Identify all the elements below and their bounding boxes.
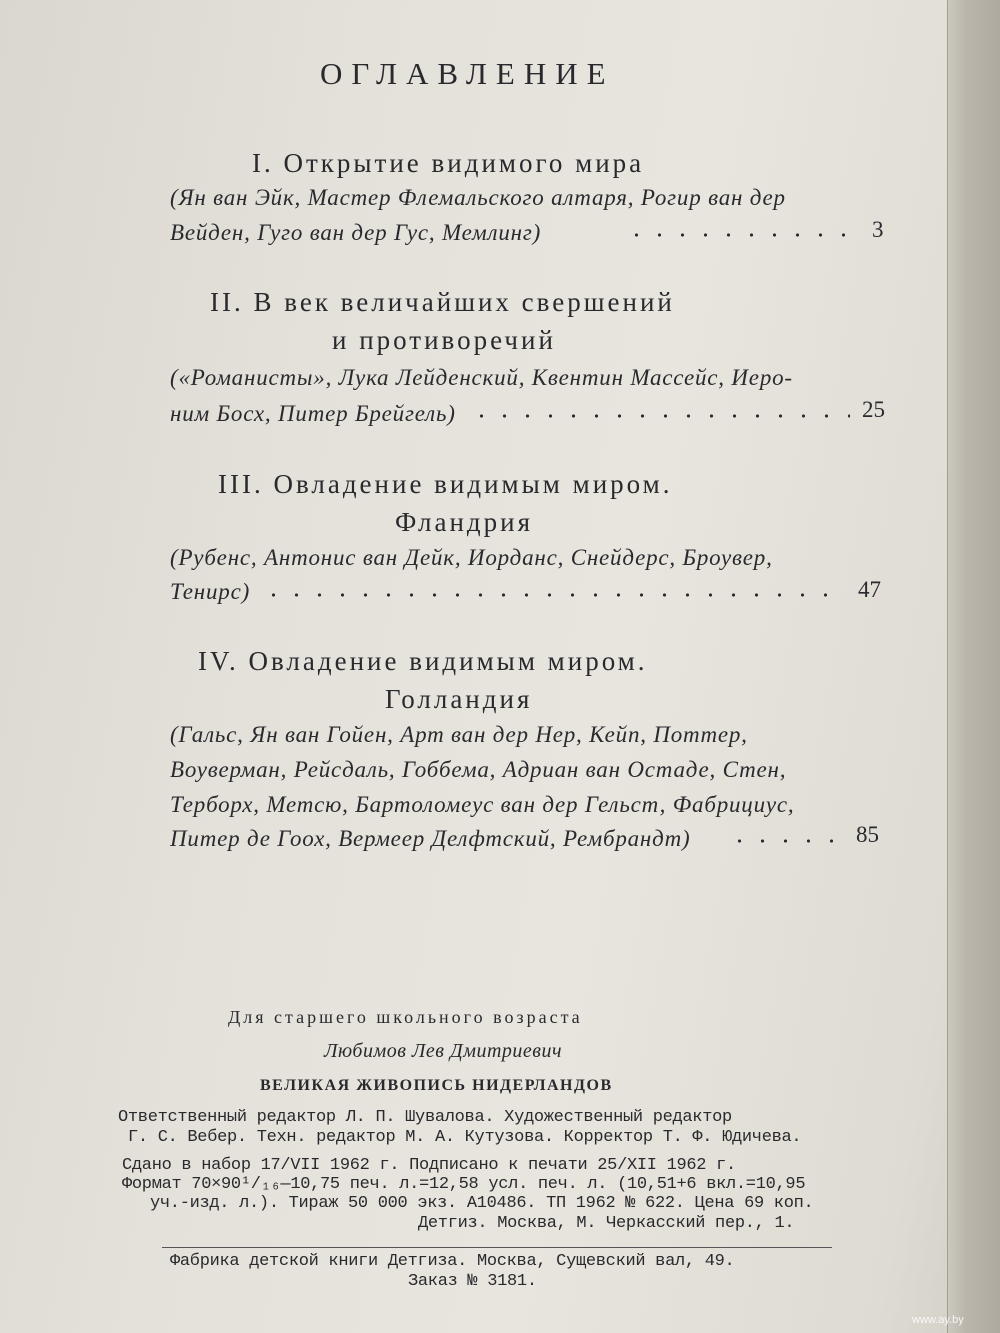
section-title-line-2: Голландия — [385, 684, 533, 714]
section-title: II. В век величайших свершений — [210, 287, 675, 317]
dot-leader — [728, 838, 846, 844]
credits-line: Сдано в набор 17/VII 1962 г. Подписано к печати 25/XII 1962 г. — [122, 1156, 736, 1175]
author-name: Любимов Лев Дмитриевич — [324, 1040, 563, 1062]
page-number: 3 — [872, 217, 884, 242]
section-desc-line: Питер де Гоох, Вермеер Делфтский, Рембрандт) — [170, 826, 691, 851]
section-desc-line: (Гальс, Ян ван Гойен, Арт ван дер Нер, Кейп, Поттер, — [170, 722, 748, 747]
divider — [162, 1247, 832, 1248]
section-desc-line: Вейден, Гуго ван дер Гус, Мемлинг) — [170, 220, 542, 245]
section-title-line-2: и противоречий — [332, 325, 556, 355]
credits-line: Детгиз. Москва, М. Черкасский пер., 1. — [418, 1214, 795, 1233]
section-title: IV. Овладение видимым миром. — [198, 646, 648, 676]
section-desc-line: Терборх, Метсю, Бартоломеус ван дер Гельст, Фабрициус, — [170, 792, 795, 817]
page-number: 25 — [862, 397, 885, 422]
dot-leader — [625, 232, 860, 238]
printer-line: Заказ № 3181. — [408, 1272, 537, 1291]
next-page-edge — [947, 0, 1000, 1333]
page-number: 85 — [856, 822, 879, 847]
section-title: I. Открытие видимого мира — [252, 148, 645, 178]
credits-line: уч.-изд. л.). Тираж 50 000 экз. А10486. ТП 1962 № 622. Цена 69 коп. — [150, 1194, 814, 1213]
credits-line: Формат 70×90¹/₁₆—10,75 печ. л.=12,58 усл. печ. л. (10,51+6 вкл.=10,95 — [122, 1175, 806, 1194]
section-desc-line: («Романисты», Лука Лейденский, Квентин Массейс, Иеро- — [170, 365, 793, 390]
page-number: 47 — [858, 577, 881, 602]
section-title-line-2: Фландрия — [395, 507, 533, 537]
section-title: III. Овладение видимым миром. — [218, 469, 673, 499]
section-desc-line: (Рубенс, Антонис ван Дейк, Иорданс, Снейдерс, Броувер, — [170, 545, 773, 570]
dot-leader — [262, 592, 847, 598]
section-desc-line: ним Босх, Питер Брейгель) — [170, 401, 456, 426]
toc-heading: ОГЛАВЛЕНИЕ — [320, 56, 615, 91]
watermark: www.ay.by — [912, 1314, 964, 1326]
section-desc-line: Тенирс) — [170, 579, 251, 604]
credits-line: Г. С. Вебер. Техн. редактор М. А. Кутузова. Корректор Т. Ф. Юдичева. — [128, 1128, 802, 1147]
credits-line: Ответственный редактор Л. П. Шувалова. Художественный редактор — [118, 1108, 732, 1127]
book-title: ВЕЛИКАЯ ЖИВОПИСЬ НИДЕРЛАНДОВ — [260, 1077, 613, 1094]
section-desc-line: Воуверман, Рейсдаль, Гоббема, Адриан ван Остаде, Стен, — [170, 757, 787, 782]
audience-note: Для старшего школьного возраста — [228, 1007, 583, 1027]
printer-line: Фабрика детской книги Детгиза. Москва, Сущевский вал, 49. — [170, 1252, 735, 1271]
section-desc-line: (Ян ван Эйк, Мастер Флемальского алтаря, Рогир ван дер — [170, 185, 786, 210]
dot-leader — [470, 413, 850, 419]
